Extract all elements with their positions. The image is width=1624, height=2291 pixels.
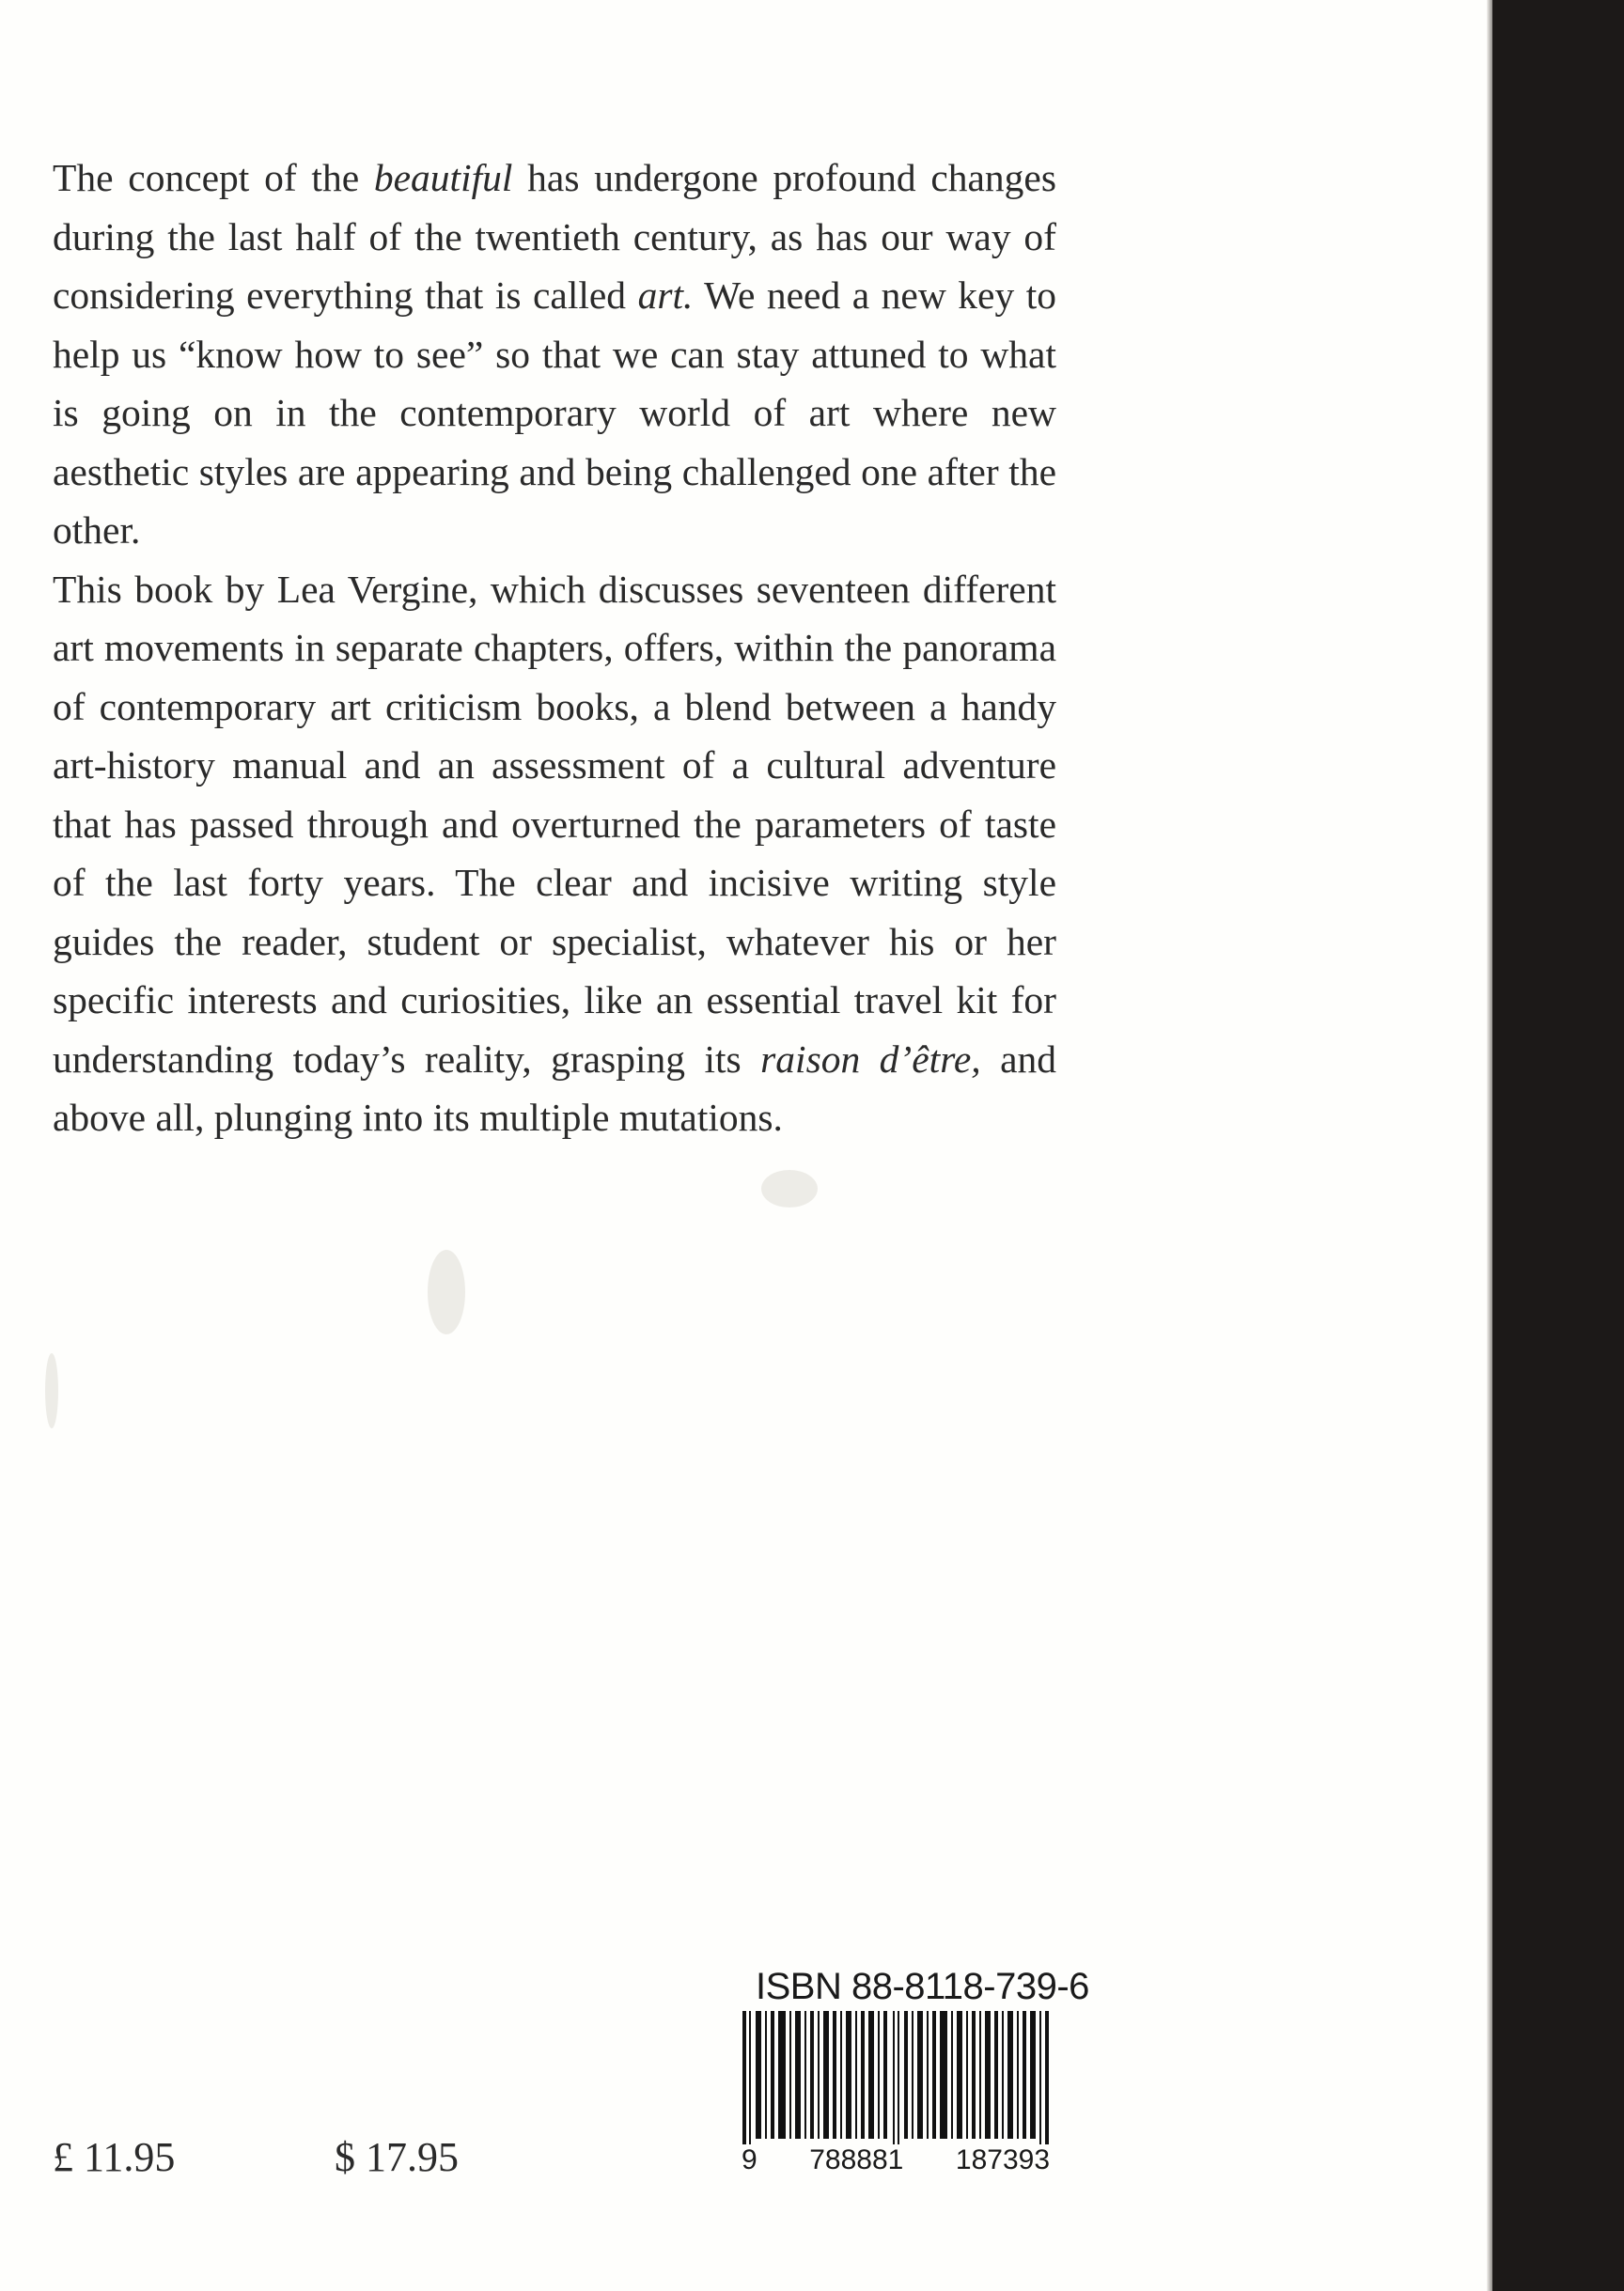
paper-smudge: [45, 1353, 58, 1428]
emphasis-art: art.: [637, 273, 694, 317]
barcode-digit-group: 788881: [809, 2144, 904, 2175]
blurb-paragraph-1: The concept of the beautiful has undergone profound changes during the last half of the twentieth century, as has our way of considering everything that is called art. We need a new key to help us “know how to see” so that we can stay attuned to what is going on in the contemporary world of art where new aesthetic styles are appearing and being challenged one after the other.: [53, 156, 1056, 552]
barcode-digit-group: 9: [742, 2144, 757, 2175]
price-usd: $ 17.95: [335, 2134, 459, 2180]
book-spine: [1492, 0, 1624, 2291]
price-gbp: £ 11.95: [53, 2134, 176, 2180]
emphasis-beautiful: beautiful: [373, 156, 513, 199]
emphasis-raison-detre: raison d’être,: [760, 1036, 981, 1081]
paper-smudge: [761, 1170, 818, 1208]
blurb-paragraph-2: This book by Lea Vergine, which discusses seventeen different art movements in separate chapters, offers, within the panorama of contemporary art criticism books, a blend between a handy art-history manual and an assessment of a cultural adventure that has passed through and overturned the parameters of taste of the last forty years. The clear and incisive writing style guides the reader, student or specialist, whatever his or her specific interests and curiosities, like an essential travel kit for understanding today’s reality, grasping its raison d’être, and above all, plunging into its multiple mutations.: [53, 567, 1057, 1139]
barcode: [742, 2011, 1053, 2152]
blurb-text: [53, 148, 1056, 1147]
isbn-label: ISBN 88-8118-739-6: [756, 1966, 1089, 2007]
barcode-digit-group: 187393: [955, 2144, 1050, 2175]
barcode-digits: [742, 2144, 1050, 2176]
paper-smudge: [428, 1250, 465, 1334]
